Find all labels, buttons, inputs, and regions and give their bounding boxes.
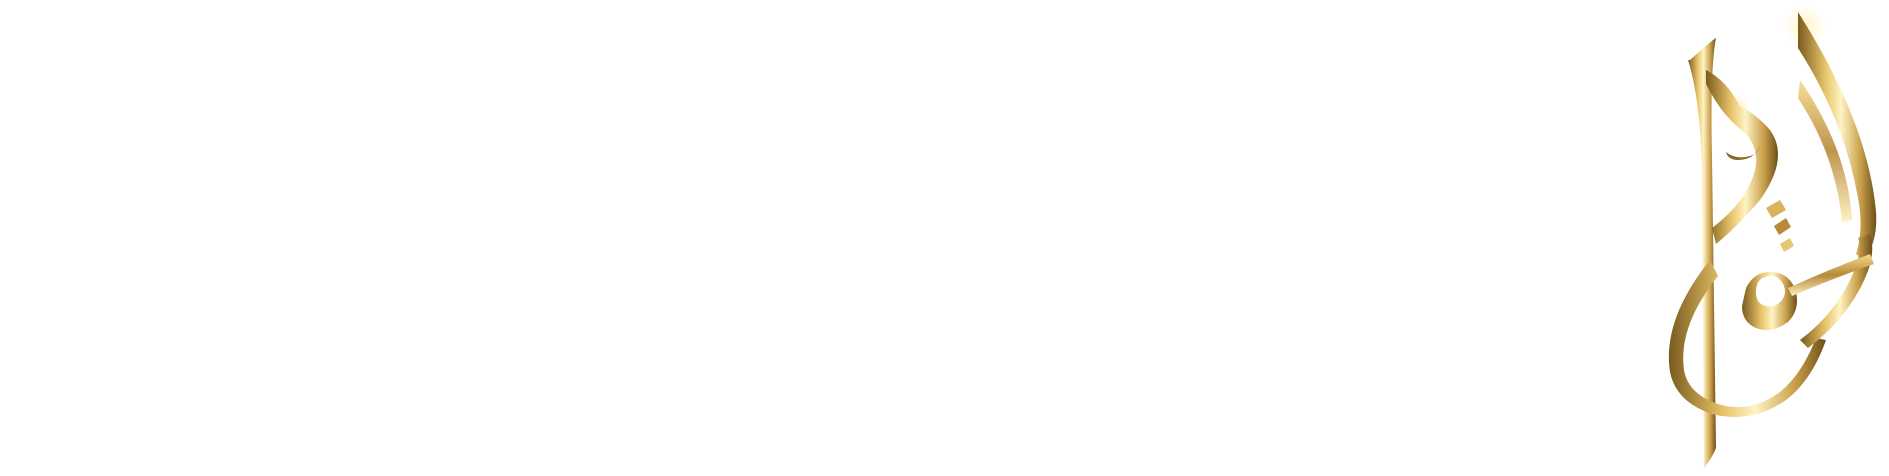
calligraphy-emblem-icon [1630, 0, 1889, 476]
